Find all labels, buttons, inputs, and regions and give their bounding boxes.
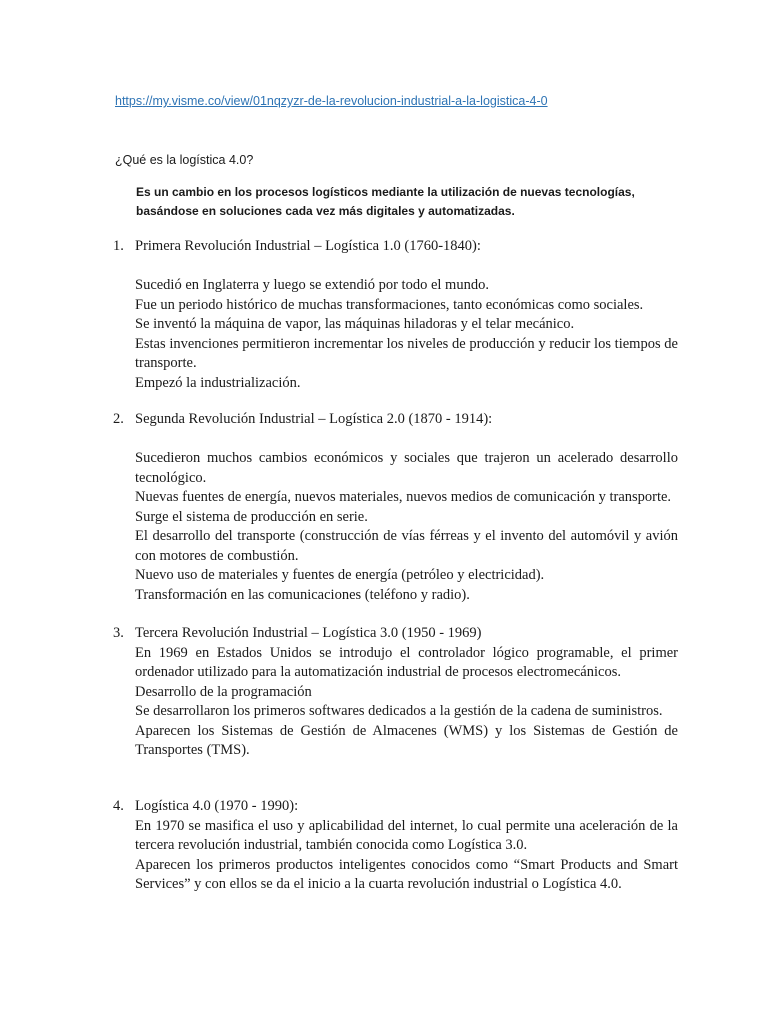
paragraph: Sucedió en Inglaterra y luego se extendió por todo el mundo. (135, 277, 489, 293)
paragraph: Fue un periodo histórico de muchas transformaciones, tanto económicas como sociales. (135, 296, 644, 313)
section-body (135, 449, 678, 605)
section-body (135, 644, 678, 761)
paragraph: En 1969 en Estados Unidos se introdujo el controlador lógico programable, el primer ordenador utilizado para la automatización industrial de procesos electromecánicos. (135, 644, 678, 680)
paragraph: Nuevo uso de materiales y fuentes de energía (petróleo y electricidad). (135, 567, 545, 583)
paragraph: Desarrollo de la programación (135, 683, 312, 700)
paragraph: Se desarrollaron los primeros softwares dedicados a la gestión de la cadena de suministros. (135, 703, 663, 719)
list-number: 3. (113, 625, 124, 641)
list-number: 1. (113, 238, 124, 254)
list-number: 4. (113, 798, 124, 814)
section-body (135, 276, 678, 393)
question-heading: ¿Qué es la logística 4.0? (115, 153, 254, 167)
section-heading: Tercera Revolución Industrial – Logística 3.0 (1950 - 1969) (135, 625, 482, 641)
paragraph: Sucedieron muchos cambios económicos y sociales que trajeron un acelerado desarrollo tecnológico. (135, 450, 678, 486)
section-body (135, 817, 678, 895)
paragraph: Transformación en las comunicaciones (teléfono y radio). (135, 586, 470, 603)
section-heading: Logística 4.0 (1970 - 1990): (135, 798, 299, 814)
paragraph: Se inventó la máquina de vapor, las máquinas hiladoras y el telar mecánico. (135, 316, 575, 332)
paragraph: Aparecen los Sistemas de Gestión de Almacenes (WMS) y los Sistemas de Gestión de Transportes (TMS). (135, 722, 678, 758)
section-heading: Segunda Revolución Industrial – Logística 2.0 (1870 - 1914): (135, 411, 493, 427)
paragraph: El desarrollo del transporte (construcción de vías férreas y el invento del automóvil y avión con motores de combustión. (135, 528, 678, 564)
paragraph: Empezó la industrialización. (135, 374, 301, 391)
paragraph: Nuevas fuentes de energía, nuevos materiales, nuevos medios de comunicación y transporte. (135, 489, 672, 505)
section-heading: Primera Revolución Industrial – Logística 1.0 (1760-1840): (135, 238, 481, 254)
answer-text: Es un cambio en los procesos logísticos mediante la utilización de nuevas tecnologías, basándose en soluciones cada vez más digitales y automatizadas. (136, 185, 635, 218)
paragraph: Aparecen los primeros productos inteligentes conocidos como “Smart Products and Smart Services” y con ellos se da el inicio a la cuarta revolución industrial o Logística 4.0. (135, 856, 678, 892)
visme-link[interactable]: https://my.visme.co/view/01nqzyzr-de-la-revolucion-industrial-a-la-logistica-4-0 (115, 94, 548, 108)
paragraph: En 1970 se masifica el uso y aplicabilidad del internet, lo cual permite una aceleración de la tercera revolución industrial, también conocida como Logística 3.0. (135, 817, 678, 853)
paragraph: Estas invenciones permitieron incrementar los niveles de producción y reducir los tiempos de transporte. (135, 335, 678, 371)
paragraph: Surge el sistema de producción en serie. (135, 508, 368, 525)
list-number: 2. (113, 411, 124, 427)
